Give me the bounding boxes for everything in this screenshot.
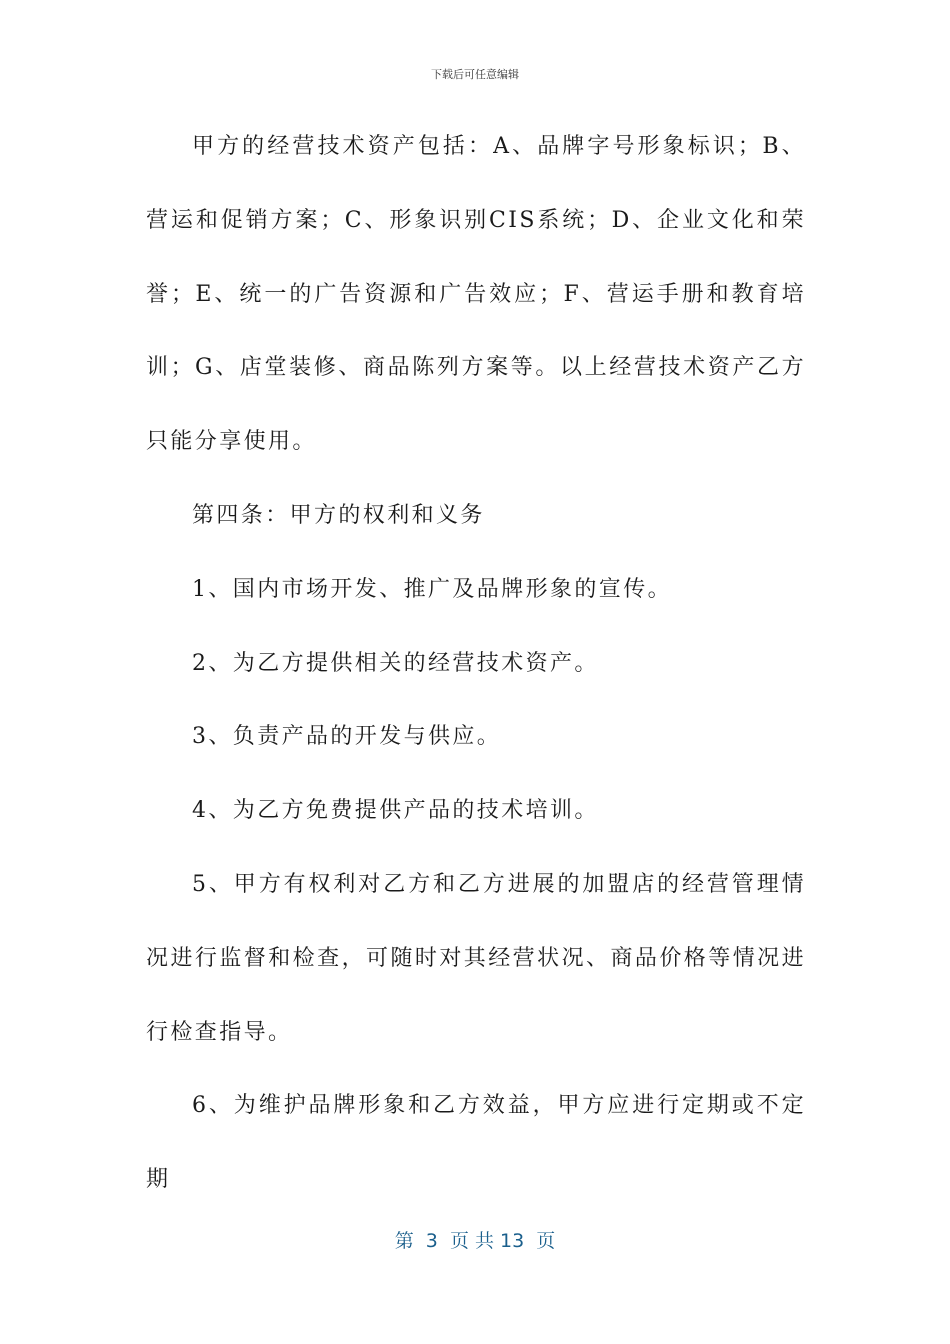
- list-item-2: 2、为乙方提供相关的经营技术资产。: [192, 650, 599, 676]
- header-note: 下载后可任意编辑: [431, 68, 519, 81]
- page-number: 第 3 页 共 13 页: [394, 1230, 556, 1252]
- list-item-4: 4、为乙方免费提供产品的技术培训。: [192, 798, 599, 824]
- list-item-6: 6、为维护品牌形象和乙方效益，甲方应进行定期或不定期: [146, 1093, 806, 1193]
- list-item-3: 3、负责产品的开发与供应。: [192, 724, 502, 750]
- paragraph-assets: 甲方的经营技术资产包括：A、品牌字号形象标识；B、营运和促销方案；C、形象识别CIS系统；D、企业文化和荣誉；E、统一的广告资源和广告效应；F、营运手册和教育培训；G、店堂装修、商品陈列方案等。以上经营技术资产乙方只能分享使用。: [146, 134, 806, 455]
- list-item-5: 5、甲方有权利对乙方和乙方进展的加盟店的经营管理情况进行监督和检查，可随时对其经营状况、商品价格等情况进行检查指导。: [146, 871, 806, 1045]
- document-body: [146, 110, 806, 1217]
- article-four-heading: 第四条：甲方的权利和义务: [192, 502, 485, 528]
- list-item-1: 1、国内市场开发、推广及品牌形象的宣传。: [192, 576, 672, 602]
